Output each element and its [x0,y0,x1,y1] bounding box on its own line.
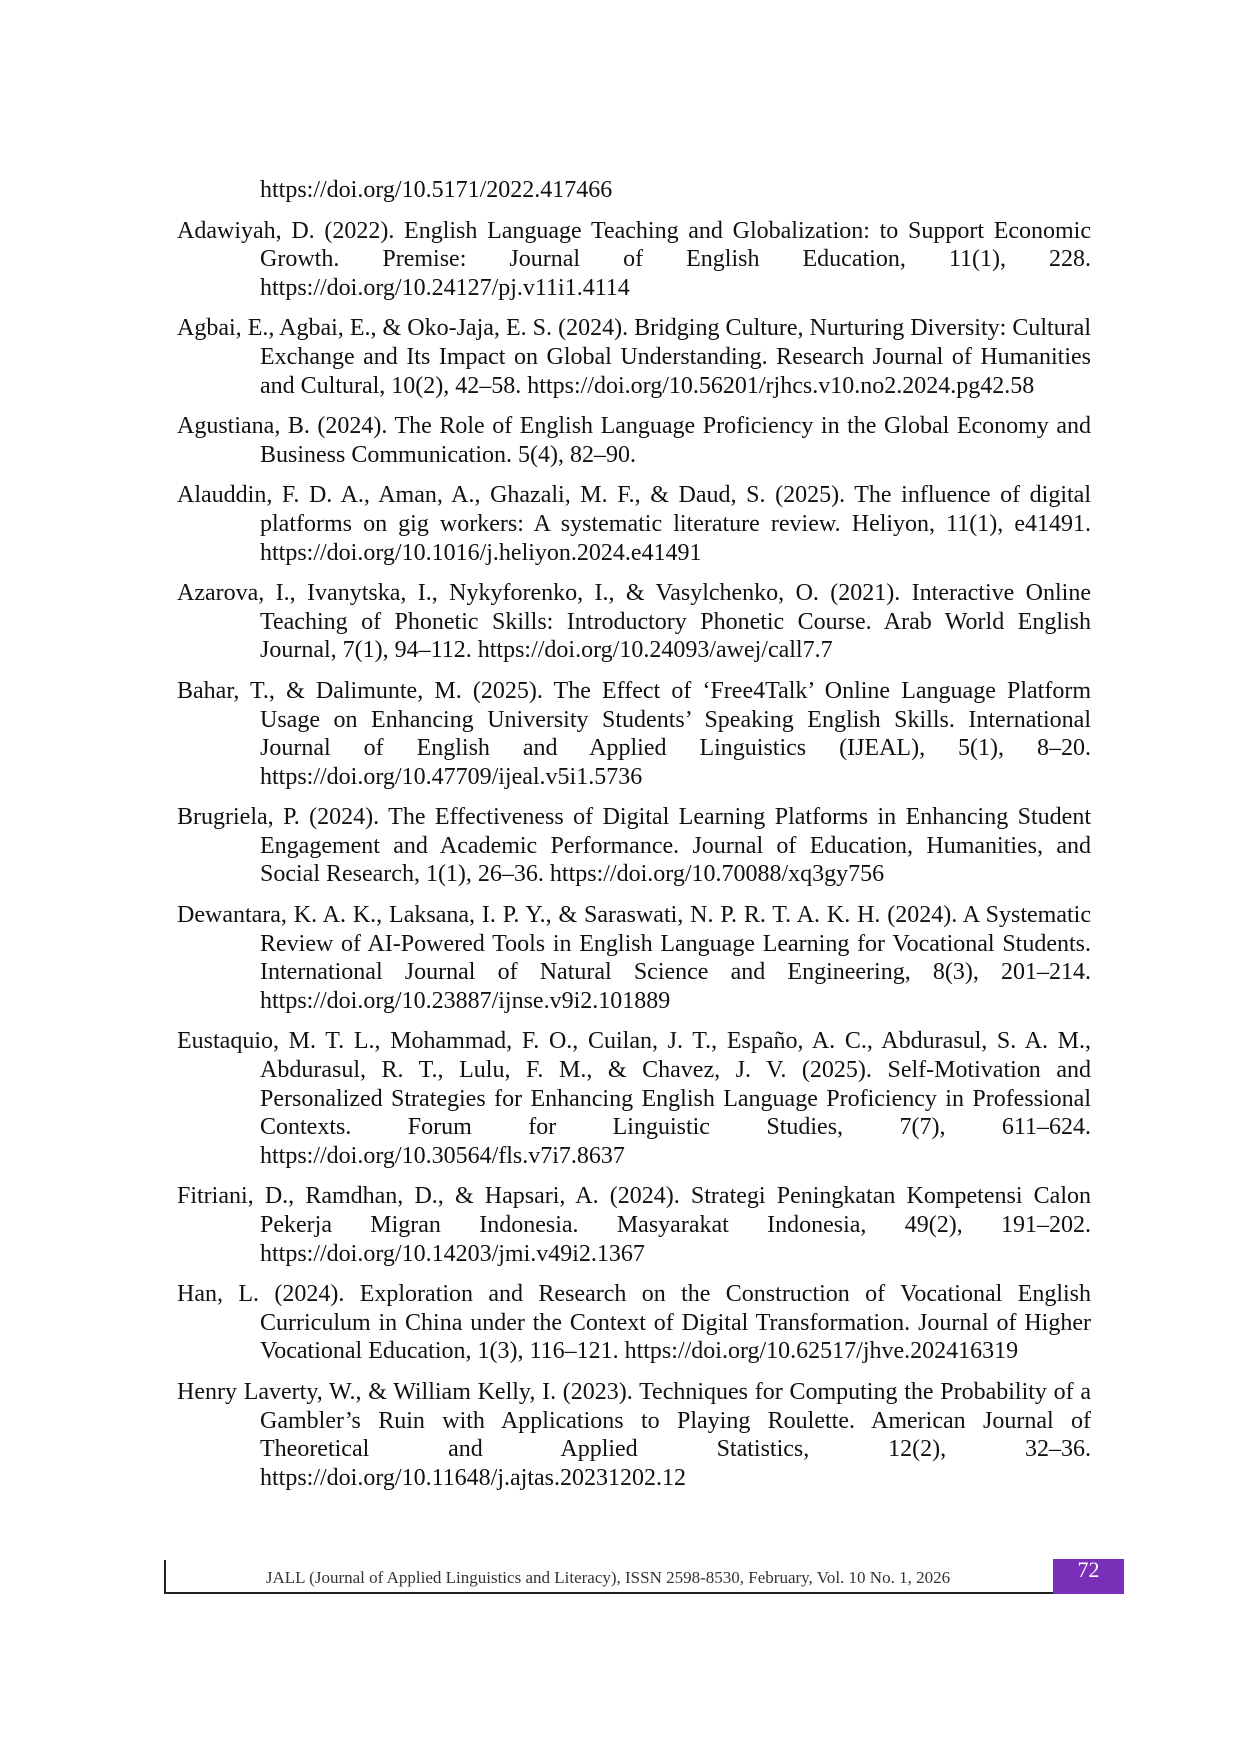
reference-entry: Brugriela, P. (2024). The Effectiveness of Digital Learning Platforms in Enhancing Student Engagement and Academic Performance. Journal of Education, Humanities, and Social Research, 1(1), 26–36. https://doi.org/10.70088/xq3gy756 [177,804,1091,888]
reference-entry: Han, L. (2024). Exploration and Research on the Construction of Vocational English Curriculum in China under the Context of Digital Transformation. Journal of Higher Vocational Education, 1(3), 116–121. https://doi.org/10.62517/jhve.202416319 [177,1281,1091,1365]
reference-entry: Alauddin, F. D. A., Aman, A., Ghazali, M. F., & Daud, S. (2025). The influence of digital platforms on gig workers: A systematic literature review. Heliyon, 11(1), e41491. https://doi.org/10.1016/j.heliyon.2024.e41491 [177,482,1091,566]
reference-entry: Eustaquio, M. T. L., Mohammad, F. O., Cuilan, J. T., Españo, A. C., Abdurasul, S. A. M., Abdurasul, R. T., Lulu, F. M., & Chavez, J. V. (2025). Self-Motivation and Personalized Strategies for Enhancing English Language Proficiency in Professional Contexts. Forum for Linguistic Studies, 7(7), 611–624. https://doi.org/10.30564/fls.v7i7.8637 [177,1028,1091,1169]
page-number-badge: 72 [1053,1559,1124,1594]
reference-entry: Dewantara, K. A. K., Laksana, I. P. Y., & Saraswati, N. P. R. T. A. K. H. (2024). A Systematic Review of AI-Powered Tools in English Language Learning for Vocational Students. International Journal of Natural Science and Engineering, 8(3), 201–214. https://doi.org/10.23887/ijnse.v9i2.101889 [177,902,1091,1014]
reference-entry: Bahar, T., & Dalimunte, M. (2025). The Effect of ‘Free4Talk’ Online Language Platform Usage on Enhancing University Students’ Speaking English Skills. International Journal of English and Applied Linguistics (IJEAL), 5(1), 8–20. https://doi.org/10.47709/ijeal.v5i1.5736 [177,677,1091,790]
reference-entry: Agustiana, B. (2024). The Role of English Language Proficiency in the Global Economy and Business Communication. 5(4), 82–90. [177,413,1091,468]
reference-entry: https://doi.org/10.5171/2022.417466 [260,177,613,203]
reference-entry: Fitriani, D., Ramdhan, D., & Hapsari, A. (2024). Strategi Peningkatan Kompetensi Calon Pekerja Migran Indonesia. Masyarakat Indonesia, 49(2), 191–202. https://doi.org/10.14203/jmi.v49i2.1367 [177,1183,1091,1267]
footer-rule [164,1592,1059,1594]
reference-entry: Adawiyah, D. (2022). English Language Teaching and Globalization: to Support Economic Growth. Premise: Journal of English Education, 11(1), 228. https://doi.org/10.24127/pj.v11i1.4114 [177,217,1091,301]
reference-entry: Azarova, I., Ivanytska, I., Nykyforenko, I., & Vasylchenko, O. (2021). Interactive Online Teaching of Phonetic Skills: Introductory Phonetic Course. Arab World English Journal, 7(1), 94–112. https://doi.org/10.24093/awej/call7.7 [177,580,1091,664]
footer-journal-info: JALL (Journal of Applied Linguistics and Literacy), ISSN 2598-8530, February, Vol. 10 No. 1, 2026 [265,1568,951,1587]
reference-list [177,176,1091,1504]
reference-entry: Agbai, E., Agbai, E., & Oko-Jaja, E. S. (2024). Bridging Culture, Nurturing Diversity: Cultural Exchange and Its Impact on Global Understanding. Research Journal of Humanities and Cultural, 10(2), 42–58. https://doi.org/10.56201/rjhcs.v10.no2.2024.pg42.58 [177,315,1091,399]
reference-entry: Henry Laverty, W., & William Kelly, I. (2023). Techniques for Computing the Probability of a Gambler’s Ruin with Applications to Playing Roulette. American Journal of Theoretical and Applied Statistics, 12(2), 32–36. https://doi.org/10.11648/j.ajtas.20231202.12 [177,1378,1091,1491]
